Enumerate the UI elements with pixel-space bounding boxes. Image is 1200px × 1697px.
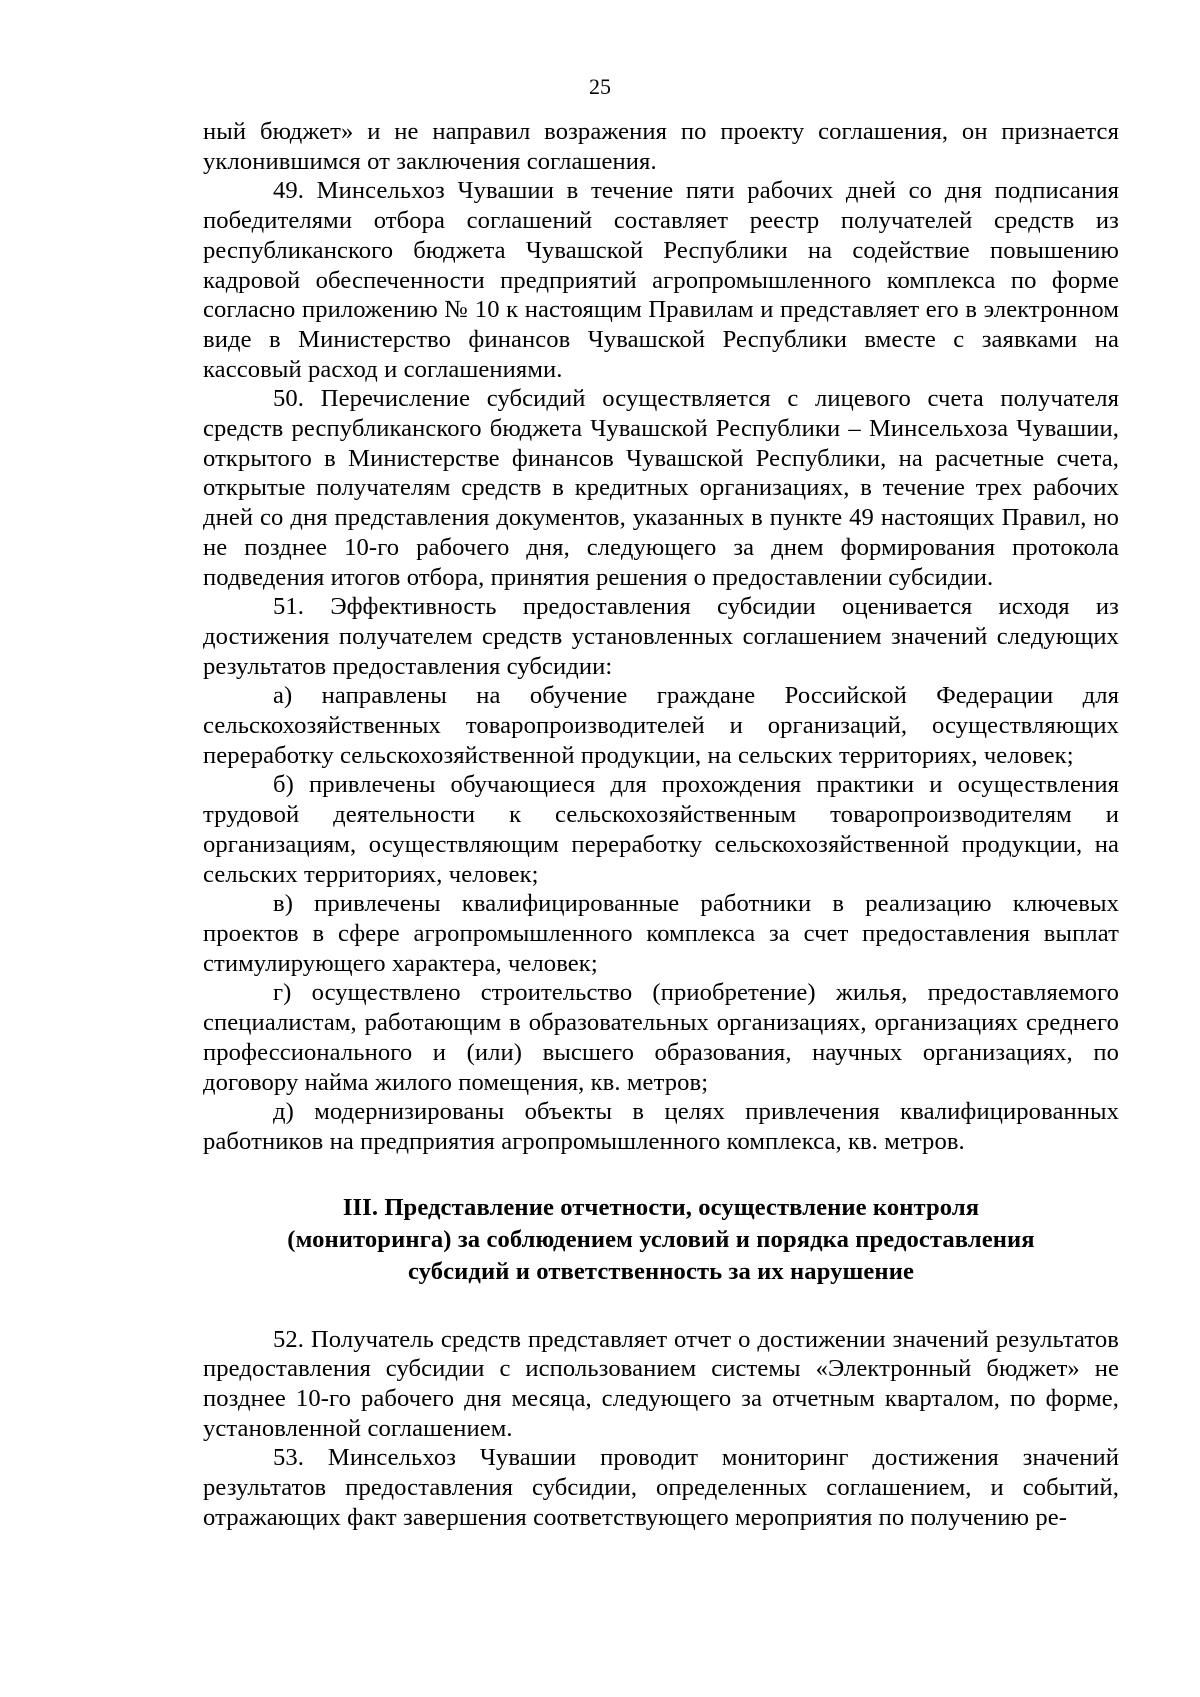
paragraph-51-b: б) привлечены обучающиеся для прохождения практики и осуществления трудовой деятельности к сельскохозяйственным товаропроизводителям и организациям, осуществляющим переработку сельскохозяйственной продукции, на сельских территориях, человек; [203, 771, 1119, 888]
paragraph-51-e: д) модернизированы объекты в целях привлечения квалифицированных работников на предприятия агропромышленного комплекса, кв. метров. [203, 1098, 1119, 1155]
paragraph-51-c: в) привлечены квалифицированные работники в реализацию ключевых проектов в сфере агропромышленного комплекса за счет предоставления выплат стимулирующего характера, человек; [203, 890, 1119, 977]
paragraph-51: 51. Эффективность предоставления субсидии оценивается исходя из достижения получателем средств установленных соглашением значений следующих результатов предоставления субсидии: [203, 593, 1119, 680]
page-number: 25 [589, 74, 611, 99]
section-heading [243, 1192, 1079, 1288]
paragraph-continuation: ный бюджет» и не направил возражения по проекту соглашения, он признается уклонившимся от заключения соглашения. [203, 118, 1119, 175]
paragraph-51-d: г) осуществлено строительство (приобретение) жилья, предоставляемого специалистам, работающим в образовательных организациях, организациях среднего профессионального и (или) высшего образования, научных организациях, по договору найма жилого помещения, кв. метров; [203, 979, 1119, 1096]
section-heading-line-3: субсидий и ответственность за их нарушение [407, 1257, 914, 1285]
section-heading-line-1: III. Представление отчетности, осуществление контроля [342, 1193, 980, 1221]
paragraph-49: 49. Минсельхоз Чувашии в течение пяти рабочих дней со дня подписания победителями отбора соглашений составляет реестр получателей средств из республиканского бюджета Чувашской Республики на содействие повышению кадровой обеспеченности предприятий агропромышленного комплекса по форме согласно приложению № 10 к настоящим Правилам и представляет его в электронном виде в Министерство финансов Чувашской Республики вместе с заявками на кассовый расход и соглашениями. [203, 177, 1119, 383]
paragraph-52: 52. Получатель средств представляет отчет о достижении значений результатов предоставления субсидии с использованием системы «Электронный бюджет» не позднее 10-го рабочего дня месяца, следующего за отчетным кварталом, по форме, установленной соглашением. [203, 1325, 1119, 1442]
paragraph-51-a: а) направлены на обучение граждане Российской Федерации для сельскохозяйственных товаропроизводителей и организаций, осуществляющих переработку сельскохозяйственной продукции, на сельских территориях, человек; [203, 682, 1119, 769]
paragraph-53: 53. Минсельхоз Чувашии проводит мониторинг достижения значений результатов предоставления субсидии, определенных соглашением, и событий, отражающих факт завершения соответствующего мероприятия по получению ре- [203, 1444, 1119, 1531]
document-body [203, 117, 1119, 1533]
paragraph-50: 50. Перечисление субсидий осуществляется с лицевого счета получателя средств республиканского бюджета Чувашской Республики – Минсельхоза Чувашии, открытого в Министерстве финансов Чувашской Республики, на расчетные счета, открытые получателям средств в кредитных организациях, в течение трех рабочих дней со дня представления документов, указанных в пункте 49 настоящих Правил, но не позднее 10-го рабочего дня, следующего за днем формирования протокола подведения итогов отбора, принятия решения о предоставлении субсидии. [203, 385, 1119, 591]
section-heading-line-2: (мониторинга) за соблюдением условий и порядка предоставления [287, 1225, 1035, 1253]
